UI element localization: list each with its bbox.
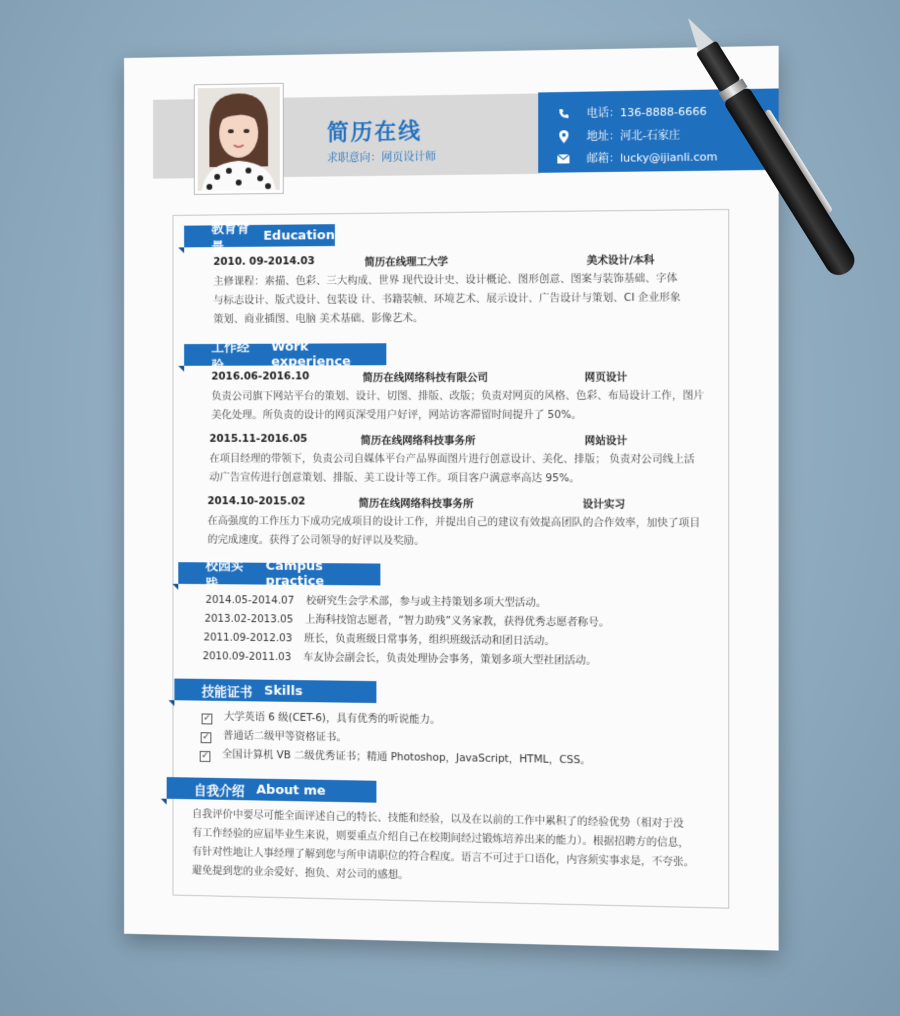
contact-email	[587, 148, 718, 166]
section-title-cn: 自我介绍	[193, 782, 245, 799]
section-title-en: Education	[263, 227, 335, 244]
job-company: 简历在线网络科技事务所	[358, 497, 474, 511]
location-pin-icon	[556, 129, 570, 143]
checkbox-icon: ✓	[201, 750, 209, 761]
education-period: 2010. 09-2014.03	[213, 255, 315, 268]
job-role: 网页设计	[584, 371, 628, 384]
job-role: 设计实习	[582, 498, 626, 511]
section-title-cn: 技能证书	[201, 684, 253, 700]
section-title-en: Work experience	[271, 339, 351, 370]
section-about-header	[167, 777, 377, 803]
about-text: 自我评价中要尽可能全面评述自己的特长、技能和经验，以及在以前的工作中累积了的经验优势（相对于没 有工作经验的应届毕业生来说，则要重点介绍自己在校期间经过锻炼培养出来的能力）。根据招聘方的信息， 有针对性地让人事经理了解到您与所申请职位的符合程度。语言不可过于口语化，内容须实事求是，不夸张。 避免提到您的业余爱好、抱负、对公司的感想。	[191, 808, 695, 882]
contact-address	[587, 127, 680, 144]
job-description: 在项目经理的带领下，负责公司自媒体平台产品界面图片进行创意设计、美化、排版； 负责对公司线上活 动广告宣传进行创意策划、排版、美工设计等工作。项目客户满意率高达 95%。	[209, 452, 695, 485]
job-period: 2014.10-2015.02	[207, 495, 306, 508]
section-work-header	[184, 339, 386, 374]
campus-item: 2010.09-2011.03 车友协会副会长，负责处理协会事务，策划多项大型社团活动。	[202, 650, 597, 667]
section-skills-header	[174, 679, 376, 703]
campus-item: 2013.02-2013.05 上海科技馆志愿者，“智力助残”义务家教，获得优秀志愿者称号。	[204, 612, 610, 629]
job-period: 2015.11-2016.05	[209, 432, 308, 445]
section-title-cn: 校园实践	[205, 558, 244, 593]
envelope-icon	[556, 151, 570, 165]
skill-item: ✓ 大学英语 6 级(CET-6)，具有优秀的听说能力。	[203, 710, 441, 726]
job-intent: 求职意向：网页设计师	[327, 150, 437, 165]
section-education-header	[184, 221, 335, 256]
campus-item: 2014.05-2014.07 校研究生会学术部，参与或主持策划多项大型活动。	[205, 593, 547, 609]
campus-item: 2011.09-2012.03 班长，负责班级日常事务，组织班级活动和团日活动。	[203, 631, 555, 648]
section-title-cn: 教育背景	[211, 221, 250, 256]
section-title-en: Campus practice	[265, 558, 325, 590]
section-title-cn: 工作经验	[211, 339, 250, 374]
profile-photo	[194, 83, 284, 195]
job-company: 简历在线网络科技事务所	[360, 434, 476, 448]
checkbox-icon: ✓	[203, 713, 211, 724]
job-role: 网站设计	[584, 435, 628, 448]
section-title-en: About me	[256, 782, 326, 799]
section-campus-header	[178, 558, 380, 593]
phone-text: 电话：136-8888-6666	[586, 104, 707, 120]
phone-icon	[556, 106, 570, 120]
address-text: 地址：河北-石家庄	[586, 128, 681, 144]
education-courses: 主修课程：素描、色彩、三大构成、世界 现代设计史、设计概论、图形创意、图案与装饰基础、字体 与标志设计、版式设计、包装设 计、书籍装帧、环境艺术、展示设计、广告设计与策划、CI 企业形象 策划、商业插图、电脑 美术基础、影像艺术。	[213, 272, 681, 326]
education-school: 简历在线理工大学	[364, 255, 448, 269]
email-text: 邮箱：lucky@ijianli.com	[586, 150, 718, 166]
section-title-en: Skills	[264, 683, 303, 699]
education-major: 美术设计/本科	[586, 254, 655, 267]
resume-sheet	[124, 46, 779, 951]
job-description: 负责公司旗下网站平台的策划、设计、切图、排版、改版；负责对网页的风格、色彩、布局设计工作，图片 美化处理。所负责的设计的网页深受用户好评，网站访客滞留时间提升了 50%。	[211, 389, 705, 422]
job-period: 2016.06-2016.10	[211, 370, 310, 383]
job-description: 在高强度的工作压力下成功完成项目的设计工作，并提出自己的建议有效提高团队的合作效率，加快了项目 的完成速度。获得了公司领导的好评以及奖励。	[207, 514, 701, 547]
skill-item: ✓ 全国计算机 VB 二级优秀证书；精通 Photoshop，JavaScript，HTML，CSS。	[201, 748, 591, 767]
candidate-name: 简历在线	[327, 119, 423, 146]
job-company: 简历在线网络科技有限公司	[362, 371, 488, 385]
contact-phone	[587, 103, 707, 121]
portrait-image	[198, 87, 280, 191]
checkbox-icon: ✓	[202, 732, 210, 743]
skill-item: ✓ 普通话二级甲等资格证书。	[202, 729, 347, 744]
